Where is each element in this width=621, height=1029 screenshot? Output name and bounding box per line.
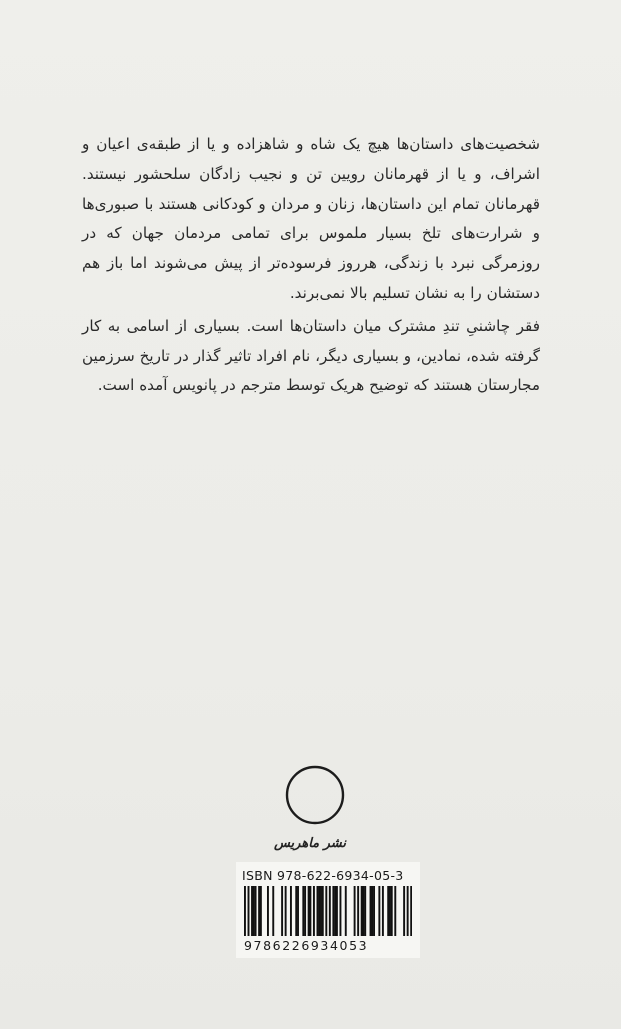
barcode-bar bbox=[336, 886, 338, 936]
back-cover-blurb bbox=[82, 130, 540, 401]
barcode-bar bbox=[370, 886, 372, 936]
barcode-bar bbox=[272, 886, 274, 936]
barcode-bar bbox=[403, 886, 405, 936]
barcode-bar bbox=[267, 886, 269, 936]
barcode-bar bbox=[313, 886, 315, 936]
barcode-bar bbox=[354, 886, 356, 936]
isbn-barcode bbox=[236, 862, 420, 958]
barcode-bar bbox=[345, 886, 347, 936]
barcode-bar bbox=[290, 886, 292, 936]
isbn-label: ISBN 978-622-6934-05-3 bbox=[242, 868, 404, 883]
blurb-paragraph-2: فقر چاشنیِ تندِ مشترک میان داستان‌ها است. بسیاری از اسامی به کار گرفته شده، نمادین، و بسیاری دیگر، نام افراد تاثیر گذار در تاریخ سرزمین مجارستان هستند که توضیح هریک توسط مترجم در پانویس آمده است. bbox=[82, 316, 540, 395]
barcode-bar bbox=[253, 886, 255, 936]
blurb-paragraph-1: شخصیت‌های داستان‌ها هیچ یک شاه و شاهزاده و یا از طبقه‌ی اعیان و اشراف، و یا از قهرمانان رویین تن و نجیب زادگان سلحشور نیستند. قهرمانان تمام این داستان‌ها، زنان و مردان و کودکانی هستند با صبوری‌ها و شرارت‌های تلخ بسیار ملموس برای تمامی مردمان جهان که در روزمرگی نبرد با زندگی، هرروز فرسوده‌تر از پیش می‌شوند اما باز هم دستشان را به نشان تسلیم بالا نمی‌برند. bbox=[82, 135, 540, 302]
barcode-bar bbox=[258, 886, 260, 936]
barcode-bar bbox=[339, 886, 341, 936]
barcode-bar bbox=[334, 886, 336, 936]
barcode-digits: 9786226934053 bbox=[244, 938, 369, 953]
barcode-bar bbox=[309, 886, 311, 936]
barcode-bar bbox=[304, 886, 306, 936]
barcode-bar bbox=[378, 886, 380, 936]
barcode-bar bbox=[318, 886, 320, 936]
barcode-bar bbox=[322, 886, 324, 936]
barcode-bar bbox=[308, 886, 310, 936]
barcode-bar bbox=[357, 886, 359, 936]
barcode-bar bbox=[391, 886, 393, 936]
barcode-bar bbox=[260, 886, 262, 936]
barcode-bar bbox=[281, 886, 283, 936]
barcode-bar bbox=[373, 886, 375, 936]
barcode-bar bbox=[329, 886, 331, 936]
barcode-bar bbox=[361, 886, 363, 936]
barcode-bar bbox=[387, 886, 389, 936]
barcode-bar bbox=[302, 886, 304, 936]
barcode-bar bbox=[362, 886, 364, 936]
barcode-bar bbox=[285, 886, 287, 936]
barcode-bar bbox=[382, 886, 384, 936]
barcode-bar bbox=[248, 886, 250, 936]
barcode-bar bbox=[389, 886, 391, 936]
barcode-bar bbox=[317, 886, 319, 936]
publisher-name: نشر ماهریس bbox=[273, 836, 347, 851]
barcode-bar bbox=[394, 886, 396, 936]
barcode-bar bbox=[364, 886, 366, 936]
barcode-bar bbox=[251, 886, 253, 936]
barcode-bar bbox=[371, 886, 373, 936]
barcode-bar bbox=[255, 886, 257, 936]
barcode-bars bbox=[244, 886, 412, 936]
barcode-bar bbox=[320, 886, 322, 936]
barcode-bar bbox=[407, 886, 409, 936]
barcode-bar bbox=[410, 886, 412, 936]
barcode-bar bbox=[332, 886, 334, 936]
barcode-bar bbox=[297, 886, 299, 936]
barcode-bar bbox=[295, 886, 297, 936]
barcode-bar bbox=[325, 886, 327, 936]
barcode-bar bbox=[244, 886, 246, 936]
publisher-logo-icon bbox=[283, 757, 355, 847]
